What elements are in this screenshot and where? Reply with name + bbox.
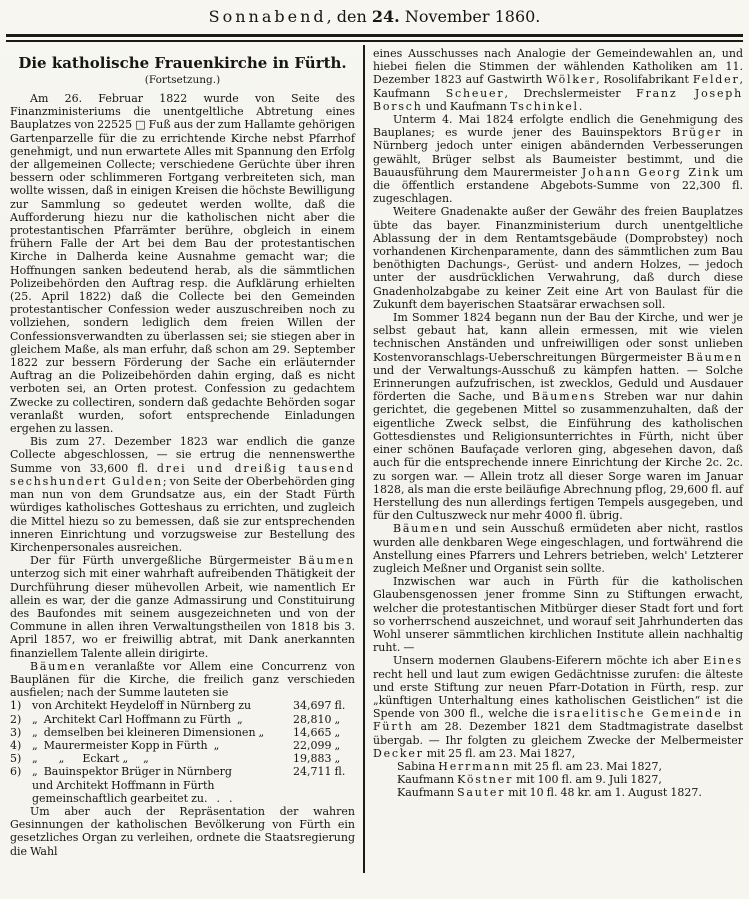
paragraph-right-3: Weitere Gnadenakte außer der Gewähr des freien Bauplatzes übte das bayer. Finanzministerium durch unentgeltliche Ablassung der in dem Rentamtsgebäude (Domprobstey) noch vorhandenen Kirchenparamente, dann des sämmtlichen zum Bau benöthigten Dachungs-, Gerüst- und andern Holzes, — jedoch unter der ausdrücklichen Verwahrung, daß durch diese Gnadenholzabgabe zu keiner Zeit eine Art von Baulast für die Zukunft dem bayerischen Staatsärar erwachsen soll.	[373, 205, 743, 311]
paragraph-right-2: Unterm 4. Mai 1824 erfolgte endlich die Genehmigung des Bauplanes; es wurde jener des Bauinspektors Brüger in Nürnberg jedoch unter einigen abändernden Verbesserungen gewählt, Brüger selbst als Baumeister bestimmt, und die Bauausführung dem Maurermeister Johann Georg Zink um die öffentlich erstandene Abgebots-Summe von 22,300 fl. zugeschlagen.	[373, 113, 743, 206]
article-title: Die katholische Frauenkirche in Fürth.	[18, 54, 347, 72]
plan-description-line: und Architekt Hoffmann in Fürth	[32, 778, 215, 792]
masthead-date: Sonnabend, den 24. November 1860.	[208, 7, 541, 26]
building-plan-list	[10, 699, 355, 805]
plan-number: 3)	[10, 725, 22, 739]
donor-line: Kaufmann Köstner mit 100 fl. am 9. Juli 1827,	[397, 773, 662, 787]
plan-amount: 19,883 „	[293, 752, 341, 766]
paragraph-right-4: Im Sommer 1824 begann nun der Bau der Kirche, und wer je selbst gebaut hat, kann allein ermessen, mit wie vielen technischen Anständen und unfreiwilligen oder sonst unlieben Kostenvoranschlags-Ueberschreitungen Bürgermeister Bäumen und der Verwaltungs-Ausschuß zu kämpfen hatten. — Solche Erinnerungen aufzufrischen, ist zwecklos, Geduld und Ausdauer förderten die Sache, und Bäumens Streben war nur dahin gerichtet, die gegebenen Mittel so zusammenzuhalten, daß der eigentliche Zweck selbst, die Einführung des katholischen Gottesdienstes und Religionsunterrichtes in Fürth, nicht über einer schönen Baufaçade verloren ging, abgesehen davon, daß auch für die entsprechende innere Einrichtung der Kirche 2c. 2c. zu sorgen war. — Allein trotz all dieser Sorge waren im Januar 1828, als man die erste beiläufige Abrechnung pflog, 29,600 fl. auf Herstellung des nun allerdings fertigen Tempels ausgegeben, und für den Cultuszweck nur mehr 4000 fl. übrig.	[373, 311, 743, 523]
paragraph-left-2: Bis zum 27. Dezember 1823 war endlich die ganze Collecte abgeschlossen, — sie ertrug die nennenswerthe Summe von 33,600 fl. drei und dreißig tausend sechshundert Gulden; von Seite der Oberbehörden ging man nun von dem Grundsatze aus, ein der Stadt Fürth würdiges katholisches Gotteshaus zu errichten, und zugleich die Mittel hiezu so zu bemessen, daß sie zur entsprechenden inneren Einrichtung und vorzugsweise zur Bestellung des Kirchenpersonales ausreichen.	[10, 435, 355, 554]
plan-number: 2)	[10, 712, 22, 726]
plan-description	[32, 765, 293, 805]
right-column	[365, 45, 746, 883]
paragraph-right-6: Inzwischen war auch in Fürth für die katholischen Glaubensgenossen jener fromme Sinn zu Stiftungen erwacht, welcher die protestantischen Mitbürger dieser Stadt fort und fort so vorherrschend auszeichnet, und worauf seit Jahrhunderten das Wohl unserer sämmtlichen kirchlichen Institute allein nachhaltig ruht. —	[373, 575, 743, 655]
plan-row	[10, 765, 355, 805]
plan-row	[10, 726, 355, 739]
paragraph-right-1: eines Ausschusses nach Analogie der Gemeindewahlen an, und hiebei fielen die Stimmen der wählenden Katholiken am 11. Dezember 1823 auf Gastwirth Wölker, Rosolifabrikant Felder, Kaufmann Scheuer, Drechslermeister Franz Joseph Borsch und Kaufmann Tschinkel.	[373, 47, 743, 113]
left-column	[3, 45, 363, 883]
plan-row	[10, 713, 355, 726]
plan-number: 4)	[10, 738, 22, 752]
article-subtitle: (Fortsetzung.)	[144, 74, 221, 86]
plan-amount: 14,665 „	[293, 725, 341, 739]
plan-description: von Architekt Heydeloff in Nürnberg zu	[32, 699, 252, 713]
paragraph-left-1: Am 26. Februar 1822 wurde von Seite des Finanzministeriums die unentgeltliche Abtretung eines Bauplatzes von 22525 □ Fuß aus der zum Hallamte gehörigen Gartenparzelle für die zu errichtende Kirche nebst Pfarrhof genehmigt, und nun erwartete Alles mit Spannung den Erfolg der allgemeinen Collecte; verschiedene Gerüchte über ihren bessern oder schlimmeren Fortgang verbreiteten sich, man wollte wissen, daß in einigen Kreisen die höchste Bewilligung zur Sammlung so gedeutet werden wollte, daß die Aufforderung hiezu nur die katholischen nicht aber die protestantischen Pfarrämter berühre, obgleich in einem frühern Falle der Art bei dem Bau der protestantischen Kirche in Dalherda keine Ausnahme gemacht war; die Hoffnungen sanken bedeutend herab, als die sämmtlichen Polizeibehörden den Auftrag resp. die Aufklärung erhielten (25. April 1822) daß die Collecte bei den Gemeinden protestantischer Confession weder auszuschreiben noch zu vollziehen, sondern lediglich dem freien Willen der Confessionsverwandten zu überlassen sei; sie stiegen aber in gleichem Maße, als man erfuhr, daß schon am 29. September 1822 zur bessern Förderung der Sache ein erläuternder Auftrag an die Polizeibehörden dahin erging, daß es nicht verboten sei, an Orten protest. Confession zu gedachtem Zwecke zu collectiren, sondern daß gedachte Behörden sogar veranlaßt wurden, sofort entsprechende Einladungen ergehen zu lassen.	[10, 92, 355, 436]
plan-row	[10, 752, 355, 765]
plan-description: „ demselben bei kleineren Dimensionen „	[32, 725, 265, 739]
plan-amount: 24,711 fl.	[293, 765, 346, 779]
plan-description: „ „ Eckart „ „	[32, 752, 149, 766]
paragraph-left-3: Der für Fürth unvergeßliche Bürgermeister Bäumen unterzog sich mit einer wahrhaft aufreibenden Thätigkeit der Durchführung dieser mühevollen Arbeit, wie namentlich Er allein es war, der die ganze Admassirung und Constituirung des Baufondes mit seinem ausgezeichneten und von der Commune in allen ihren Verwaltungstheilen von 1818 bis 3. April 1857, wo er freiwillig abtrat, mit Dank anerkannten finanziellem Talente allein dirigirte.	[10, 554, 355, 660]
plan-description-line: gemeinschaftlich gearbeitet zu. . .	[32, 791, 233, 805]
plan-amount: 28,810 „	[293, 712, 341, 726]
donor-line: Kaufmann Sauter mit 10 fl. 48 kr. am 1. August 1827.	[397, 786, 702, 800]
plan-amount: 22,099 „	[293, 738, 341, 752]
paragraph-left-5: Um aber auch der Repräsentation der wahren Gesinnungen der katholischen Bevölkerung von Fürth ein gesetzliches Organ zu verleihen, ordnete die Staatsregierung die Wahl	[10, 804, 355, 858]
plan-number: 1)	[10, 699, 22, 713]
masthead-rule	[6, 34, 743, 42]
plan-description-line: „ Bauinspektor Brüger in Nürnberg	[32, 765, 232, 779]
plan-row	[10, 739, 355, 752]
paragraph-left-4: Bäumen veranlaßte vor Allem eine Concurrenz von Bauplänen für die Kirche, die freilich ganz verschieden ausfielen; nach der Summe lauteten sie	[10, 659, 355, 700]
plan-amount: 34,697 fl.	[293, 699, 346, 713]
paragraph-right-5: Bäumen und sein Ausschuß ermüdeten aber nicht, rastlos wurden alle denkbaren Wege eingeschlagen, und fortwährend die Anstellung eines Pfarrers und Lehrers betrieben, welch' Letzterer zugleich Meßner und Organist sein sollte.	[373, 522, 743, 575]
plan-description: „ Maurermeister Kopp in Fürth „	[32, 738, 220, 752]
plan-number: 5)	[10, 752, 22, 766]
paragraph-right-7: Unsern modernen Glaubens-Eiferern möchte ich aber Eines recht hell und laut zum ewigen Gedächtnisse zurufen: die älteste und erste Stiftung zur neuen Pfarr-Dotation in Fürth, resp. zur „künftigen Unterhaltung eines katholischen Geistlichen“ ist die Spende von 300 fl., welche die israelitische Gemeinde in Fürth am 28. Dezember 1821 dem Stadtmagistrate daselbst übergab. — Ihr folgten zu gleichem Zwecke der Melbermeister Decker mit 25 fl. am 23. Mai 1827,	[373, 654, 744, 760]
article-body	[0, 42, 749, 883]
plan-description: „ Architekt Carl Hoffmann zu Fürth „	[32, 712, 243, 726]
plan-row	[10, 699, 355, 712]
plan-number: 6)	[10, 765, 22, 779]
donor-line: Sabina Herrmann mit 25 fl. am 23. Mai 1827,	[397, 759, 662, 773]
donor-list	[373, 760, 743, 800]
